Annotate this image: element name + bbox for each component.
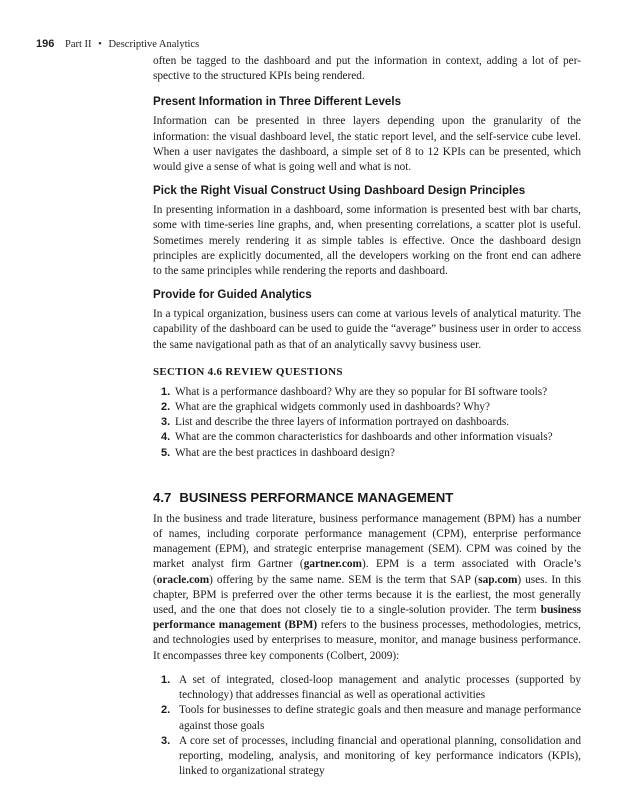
part-label: Part II	[64, 39, 92, 50]
review-question: 4. What are the common characteristics for dashboards and other information visuals?	[161, 431, 553, 444]
review-question: 3. List and describe the three layers of information portrayed on dashboards.	[161, 416, 510, 429]
sap-link: sap.com	[478, 573, 518, 586]
subsection-heading-levels: Present Information in Three Different Levels	[153, 95, 402, 109]
review-question: 5. What are the best practices in dashboard design?	[161, 446, 395, 459]
main-text-column	[153, 54, 581, 779]
subsection-text-guided-analytics: In a typical organization, business users can come at various levels of analytical maturity. The capability of the dashboard can be used to guide the “average” business user in order to access the same navigational path as that of an analytically savvy business user.	[153, 308, 581, 351]
running-header	[36, 38, 199, 50]
bpm-key-term: business performance management (BPM)	[153, 604, 581, 632]
review-question: 1. What is a performance dashboard? Why are they so popular for BI software tools?	[161, 385, 548, 398]
subsection-text-visual-construct: In presenting information in a dashboard, some information is presented best with bar charts, some with time-series line graphs, and, when presenting correlations, a scatter plot is useful. Sometimes merely rendering it as simple tables is effective. Once the dashboard design principles are explicitly documented, all the developers working on the front end can adhere to the same principles while rendering the reports and dashboard.	[153, 204, 581, 278]
section-heading-bpm	[153, 489, 581, 506]
section-title: BUSINESS PERFORMANCE MANAGEMENT	[179, 489, 454, 505]
subsection-text-levels: Information can be presented in three layers depending upon the granularity of the information: the visual dashboard level, the static report level, and the self-service cube level. When a user navigates the dashboard, a simple set of 8 to 12 KPIs can be presented, which would give a sense of what is going well and what is not.	[153, 115, 581, 174]
oracle-link: oracle.com	[156, 573, 210, 586]
review-questions-list	[153, 385, 581, 461]
review-question: 2. What are the graphical widgets commonly used in dashboards? Why?	[161, 401, 491, 414]
section-number: 4.7	[153, 489, 172, 505]
subsection-heading-visual-construct: Pick the Right Visual Construct Using Dashboard Design Principles	[153, 184, 526, 198]
bpm-components-list	[153, 673, 581, 779]
page-number: 196	[36, 38, 55, 50]
bullet-separator: •	[98, 39, 102, 50]
gartner-link: gartner.com	[303, 558, 362, 571]
bpm-component-item: 1. A set of integrated, closed-loop management and analytic processes (supported by technology) that addresses financial as well as operational activities	[161, 673, 581, 702]
bpm-paragraph: In the business and trade literature, business performance management (BPM) has a number of names, including corporate performance management (CPM), enterprise performance management (EPM), and strategic enterprise management (SEM). CPM was coined by the market analyst firm Gartner (gartner.com). EPM is a term associated with Oracle’s (oracle.com) offering by the same name. SEM is the term that SAP (sap.com) uses. In this chapter, BPM is preferred over the other terms because it is the earliest, the most generally used, and the one that does not closely tie to a single-solution provider. The term business performance management (BPM) refers to the business processes, methodologies, metrics, and technologies used by enterprises to measure, monitor, and manage business performance. It encompasses three key components (Colbert, 2009):	[153, 512, 582, 662]
review-questions-heading: SECTION 4.6 REVIEW QUESTIONS	[153, 365, 343, 378]
bpm-component-item: 3. A core set of processes, including financial and operational planning, consolidation and reporting, modeling, analysis, and monitoring of key performance indicators (KPIs), linked to organizational strategy	[161, 734, 581, 778]
intro-paragraph: often be tagged to the dashboard and put the information in context, adding a lot of per-spective to the structured KPIs being rendered.	[153, 55, 581, 83]
bpm-component-item: 2. Tools for businesses to define strategic goals and then measure and manage performance against those goals	[161, 704, 581, 732]
subsection-heading-guided-analytics: Provide for Guided Analytics	[153, 288, 312, 302]
part-title: Descriptive Analytics	[108, 39, 200, 50]
